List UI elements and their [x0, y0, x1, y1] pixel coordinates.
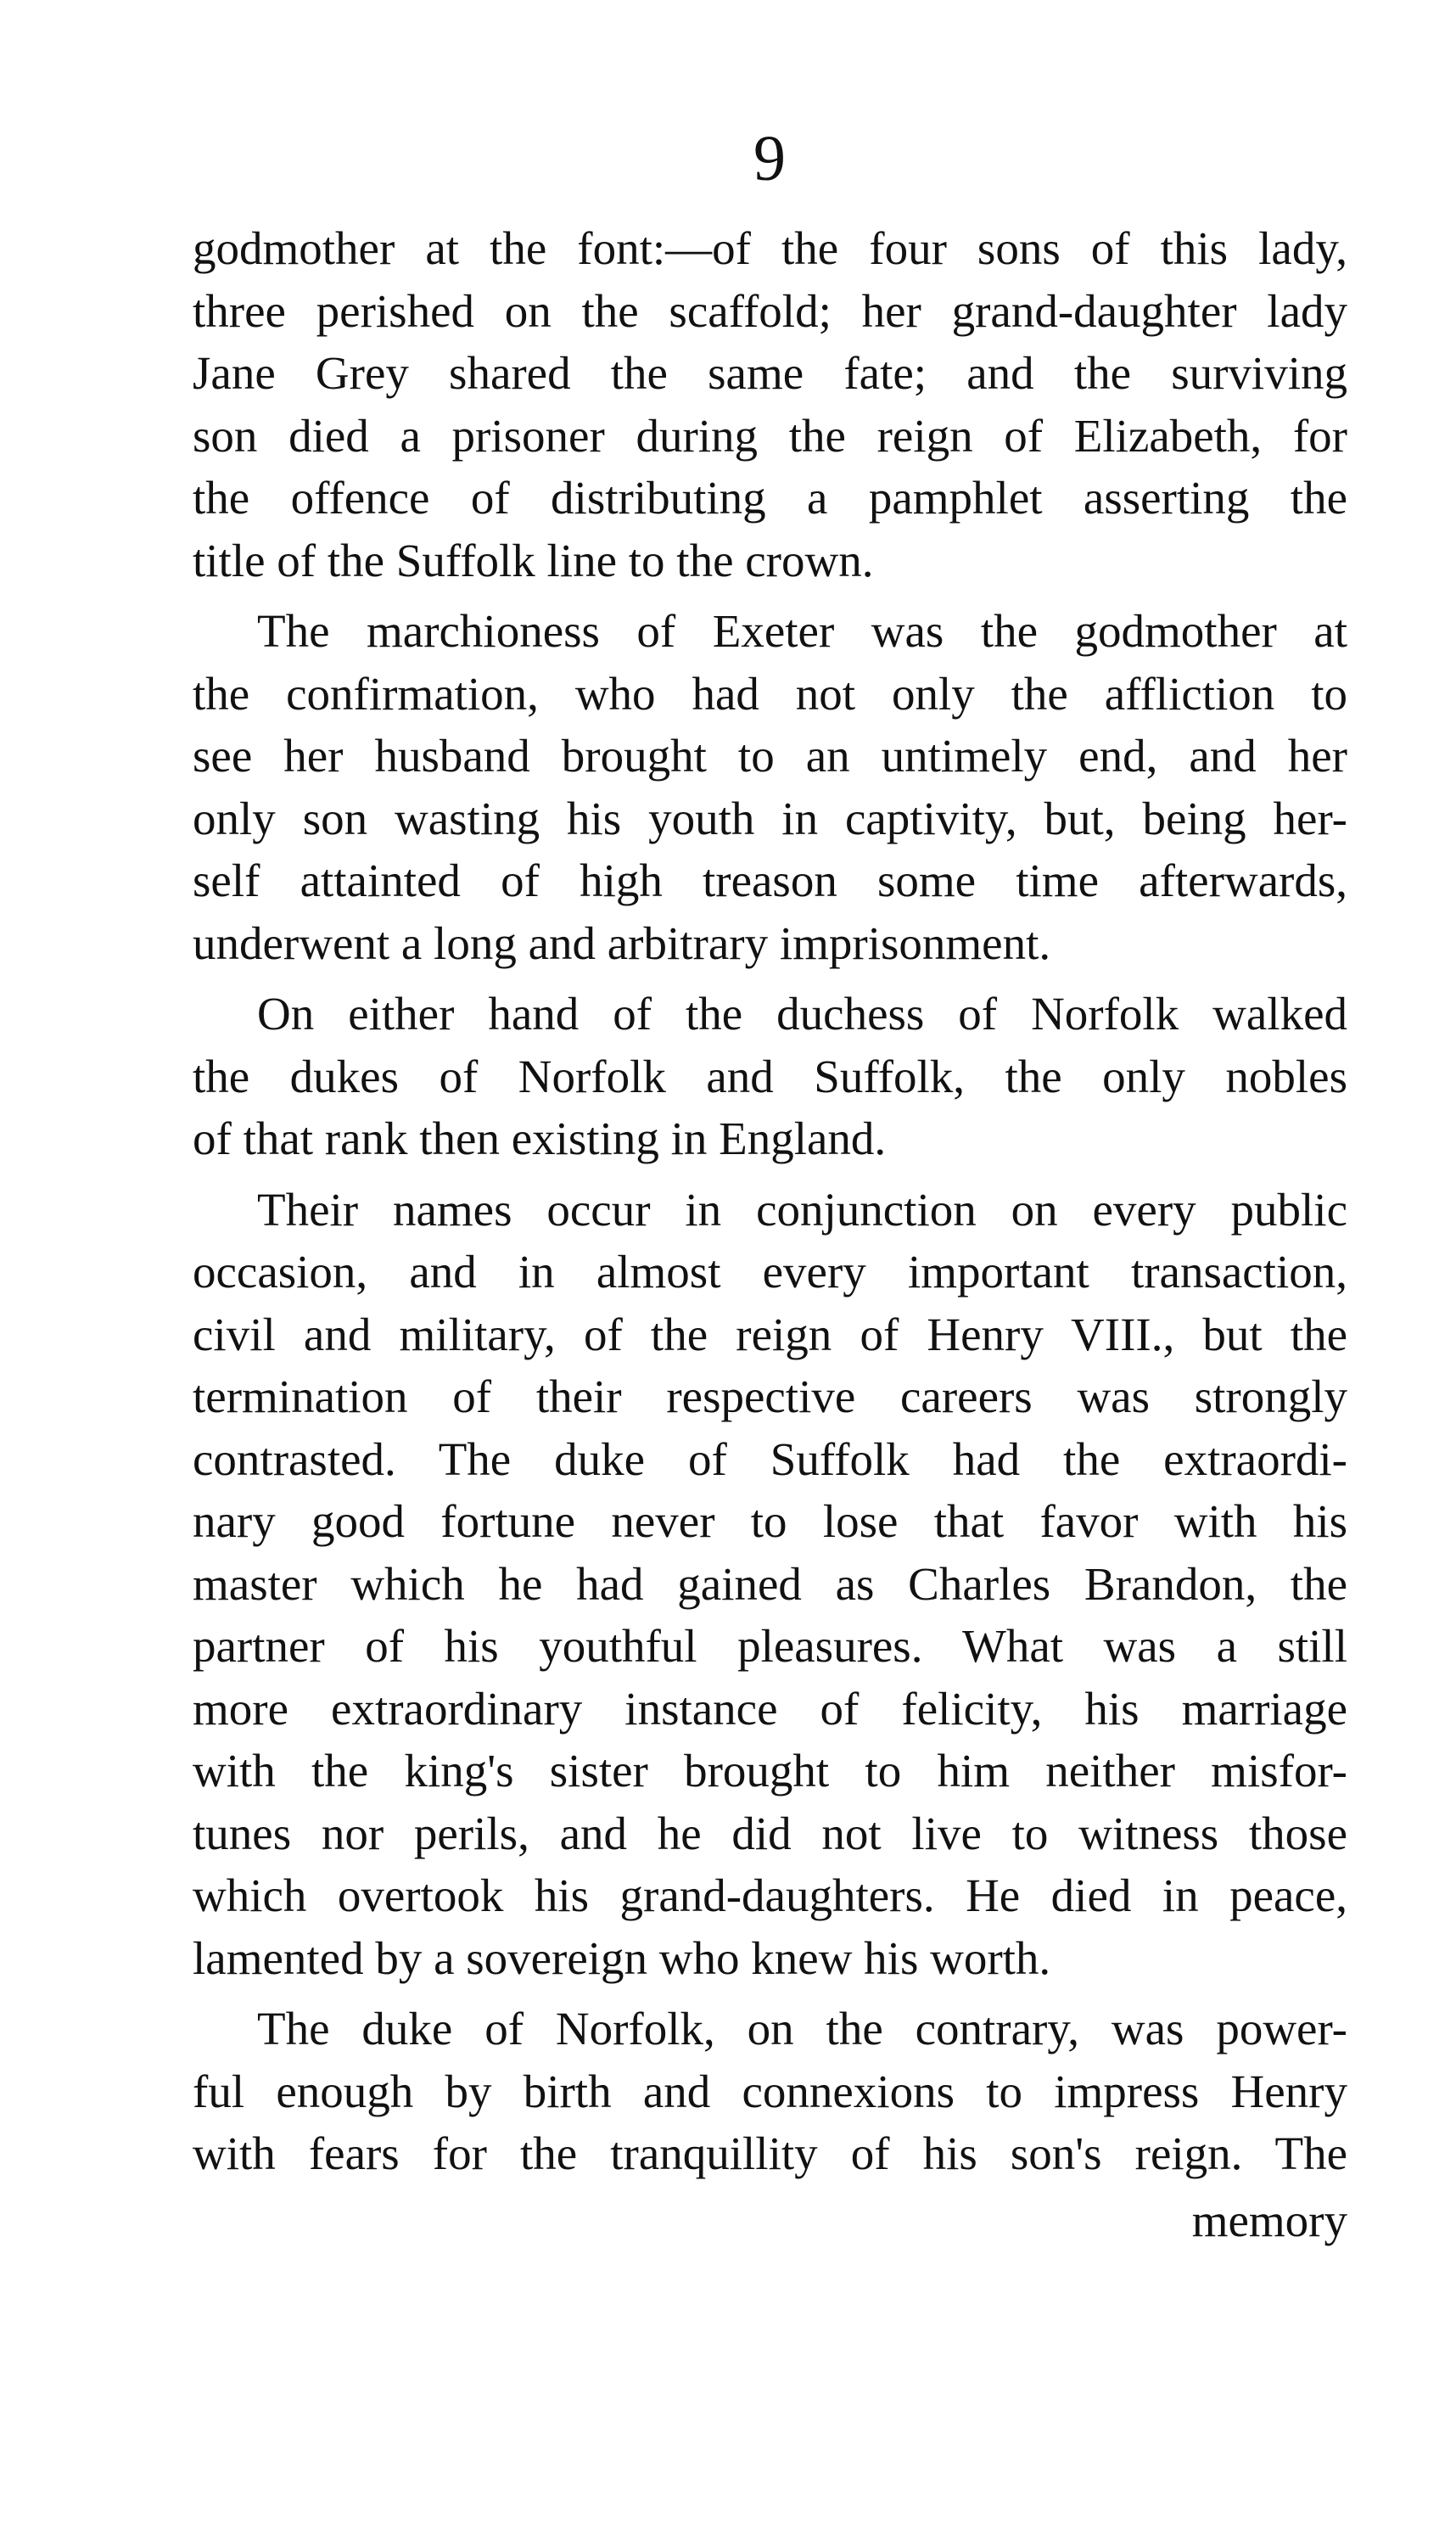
paragraph	[193, 600, 1347, 974]
text-line: the offence of distributing a pamphlet asserting the	[193, 472, 1347, 524]
text-line: Jane Grey shared the same fate; and the surviving	[193, 347, 1347, 399]
paragraph	[193, 1998, 1347, 2185]
text-line: the dukes of Norfolk and Suffolk, the only nobles	[193, 1050, 1347, 1102]
text-line: civil and military, of the reign of Henry VIII., but the	[193, 1308, 1347, 1360]
text-line: the confirmation, who had not only the affliction to	[193, 667, 1347, 720]
text-line: son died a prisoner during the reign of Elizabeth, for	[193, 409, 1347, 462]
text-line: only son wasting his youth in captivity, but, being her-	[193, 792, 1347, 844]
text-line: master which he had gained as Charles Brandon, the	[193, 1557, 1347, 1610]
text-line: of that rank then existing in England.	[193, 1113, 887, 1164]
page-number: 9	[753, 123, 786, 194]
text-line: underwent a long and arbitrary imprisonment.	[193, 916, 1051, 969]
paragraph	[193, 983, 1347, 1170]
text-line: self attainted of high treason some time afterwards,	[193, 855, 1347, 906]
text-line: lamented by a sovereign who knew his worth.	[193, 1931, 1051, 1984]
text-line: ful enough by birth and connexions to impress Henry	[193, 2065, 1347, 2117]
text-line: partner of his youthful pleasures. What was a still	[193, 1620, 1347, 1672]
text-line: tunes nor perils, and he did not live to witness those	[193, 1807, 1347, 1859]
body-text	[193, 217, 1347, 2185]
text-line: contrasted. The duke of Suffolk had the extraordi-	[193, 1432, 1347, 1485]
text-line: which overtook his grand-daughters. He died in peace,	[193, 1869, 1347, 1921]
text-line: three perished on the scaffold; her grand-daughter lady	[193, 284, 1347, 337]
text-line: The marchioness of Exeter was the godmother at	[257, 605, 1347, 657]
text-line: see her husband brought to an untimely end, and her	[193, 730, 1347, 782]
text-line: termination of their respective careers was strongly	[193, 1371, 1347, 1422]
text-line: with the king's sister brought to him neither misfor-	[193, 1745, 1347, 1797]
paragraph	[193, 1179, 1347, 1990]
text-line: The duke of Norfolk, on the contrary, was power-	[257, 2003, 1347, 2054]
text-line: On either hand of the duchess of Norfolk walked	[257, 988, 1347, 1040]
paragraph	[193, 217, 1347, 591]
text-line: godmother at the font:—of the four sons of this lady,	[193, 222, 1347, 274]
text-line: occasion, and in almost every important transaction,	[193, 1246, 1347, 1298]
text-line: nary good fortune never to lose that favor with his	[193, 1495, 1347, 1547]
text-line: Their names occur in conjunction on every public	[257, 1183, 1347, 1236]
catchword: memory	[1191, 2194, 1347, 2246]
text-line: with fears for the tranquillity of his son's reign. The	[193, 2127, 1347, 2179]
text-line: title of the Suffolk line to the crown.	[193, 534, 874, 586]
text-line: more extraordinary instance of felicity, his marriage	[193, 1682, 1347, 1735]
